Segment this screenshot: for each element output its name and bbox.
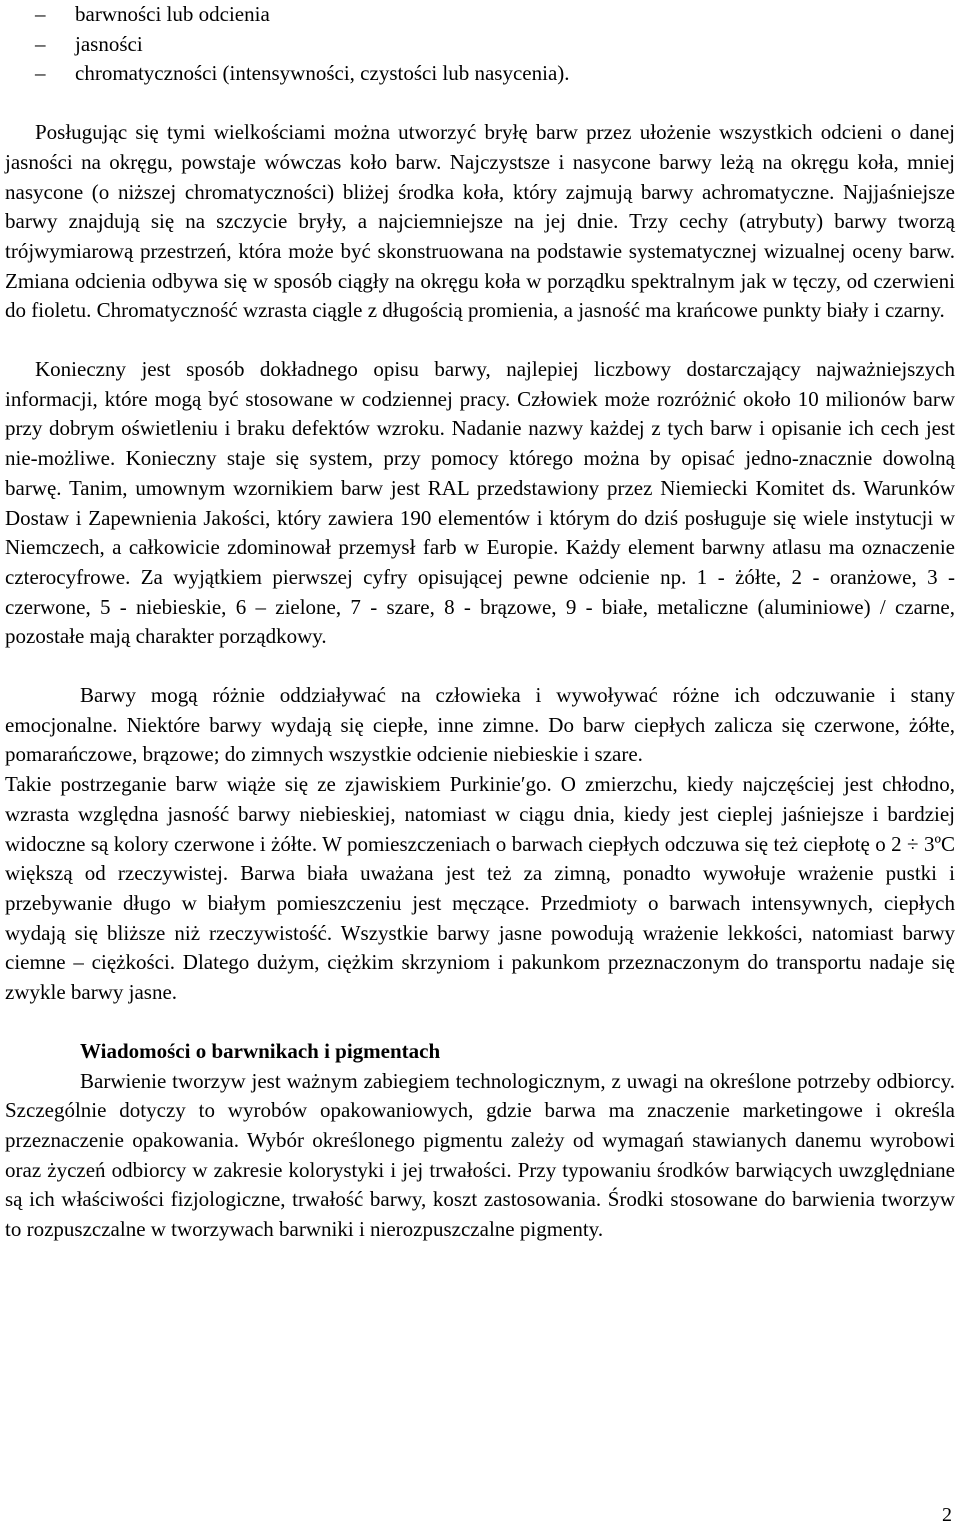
paragraph-color-solid: Posługując się tymi wielkościami można utworzyć bryłę barw przez ułożenie wszystkich odcieni o danej jasności na okręgu, powstaje wówczas koło barw. Najczystsze i nasycone barwy leżą na okręgu koła, mniej nasycone (o niższej chromatyczności) bliżej środka koła, który zajmują barwy achromatyczne. Najjaśniejsze barwy znajdują się na szczycie bryły, a najciemniejsze na jej dnie. Trzy cechy (atrybuty) barwy tworzą trójwymiarową przestrzeń, która może być skonstruowana na podstawie systematycznej wizualnej oceny barw. Zmiana odcienia odbywa się w sposób ciągły na okręgu koła w porządku spektralnym jak w tęczy, od czerwieni do fioletu. Chromatyczność wzrasta ciągle z długością promienia, a jasność ma krańcowe punkty biały i czarny. — [5, 120, 955, 323]
paragraph-dyes-pigments: Barwienie tworzyw jest ważnym zabiegiem technologicznym, z uwagi na określone potrzeby odbiorcy. Szczególnie dotyczy to wyrobów opakowaniowych, gdzie barwa ma znaczenie marketingowe i określa przeznaczenie opakowania. Wybór określonego pigmentu zależy od wymagań stawianych danemu wyrobowi oraz życzeń odbiorcy w zakresie kolorystyki i jej trwałości. Przy typowaniu środków barwiących uwzględniane są ich właściwości fizjologiczne, trwałość barwy, koszt zastosowania. Środki stosowane do barwienia tworzyw to rozpuszczalne w tworzywach barwniki i nierozpuszczalne pigmenty. — [5, 1068, 955, 1242]
list-item: – jasności — [5, 30, 955, 60]
list-item: – barwności lub odcienia — [5, 0, 955, 30]
document-page — [5, 0, 955, 1245]
page-number: 2 — [942, 1504, 952, 1527]
attribute-list — [5, 0, 955, 89]
section-heading: Wiadomości o barwnikach i pigmentach — [80, 1038, 441, 1063]
dash-bullet: – — [35, 61, 46, 86]
paragraph-color-emotion: Barwy mogą różnie oddziaływać na człowieka i wywoływać różne ich odczuwanie i stany emocjonalne. Niektóre barwy wydają się ciepłe, inne zimne. Do barw ciepłych zalicza się czerwone, żółte, pomarańczowe, brązowe; do zimnych wszystkie odcienie niebieskie i szare. — [5, 683, 955, 767]
list-item: – chromatyczności (intensywności, czystości lub nasycenia). — [5, 59, 955, 89]
dash-bullet: – — [35, 2, 46, 26]
dash-bullet: – — [35, 31, 46, 56]
paragraph-color-description: Konieczny jest sposób dokładnego opisu barwy, najlepiej liczbowy dostarczający najważniejszych informacji, które mogą być stosowane w codziennej pracy. Człowiek może rozróżnić około 10 milionów barw przy dobrym oświetleniu i braku defektów wzroku. Nadanie nazwy każdej z tych barw i opisanie ich cech jest nie-możliwe. Konieczny staje się system, przy pomocy którego można by opisać jedno-znacznie dowolną barwę. Tanim, umownym wzornikiem barw jest RAL przedstawiony przez Niemiecki Komitet ds. Warunków Dostaw i Zapewnienia Jakości, który zawiera 190 elementów i którym do dziś posługuje się wiele instytucji w Niemczech, a całkowicie zdominował przemysł farb w Europie. Każdy element barwny atlasu ma oznaczenie czterocyfrowe. Za wyjątkiem pierwszej cyfry opisującej pewne odcienie np. 1 - żółte, 2 - oranżowe, 3 - czerwone, 5 - niebieskie, 6 – zielone, 7 - szare, 8 - brązowe, 9 - białe, metaliczne (aluminiowe) / czarne, pozostałe mają charakter porządkowy. — [5, 357, 955, 649]
paragraph-purkinje: Takie postrzeganie barw wiąże się ze zjawiskiem Purkinie′go. O zmierzchu, kiedy najczęściej jest chłodno, wzrasta względna jasność barwy niebieskiej, natomiast w ciągu dnia, kiedy jest cieplej jaśniejsze i bardziej widoczne są kolory czerwone i żółte. W pomieszczeniach o barwach ciepłych odczuwa się też ciepłotę o 2 ÷ 3ºC większą od rzeczywistej. Barwa biała uważana jest też za zimną, ponadto wywołuje wrażenie pustki i przebywanie długo w białym pomieszczeniu jest męczące. Przedmioty o barwach intensywnych, ciepłych wydają się bliższe niż rzeczywistość. Wszystkie barwy jasne powodują wrażenie lekkości, natomiast barwy ciemne – ciężkości. Dlatego dużym, ciężkim skrzyniom i pakunkom przeznaczonym do transportu nadaje się zwykle barwy jasne. — [5, 772, 955, 1005]
